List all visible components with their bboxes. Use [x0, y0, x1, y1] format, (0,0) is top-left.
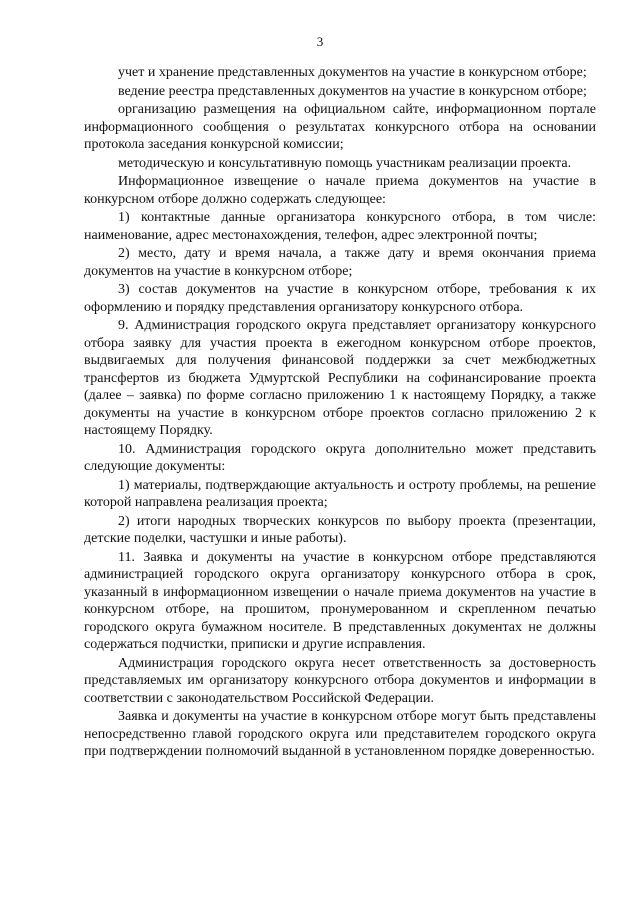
paragraph-4: методическую и консультативную помощь участникам реализации проекта.	[118, 155, 572, 171]
paragraph-15: Заявка и документы на участие в конкурсном отборе могут быть представлены непосредственно главой городского округа или представителем городского округа при подтверждении полномочий выданной в установленном порядке доверенностью.	[84, 709, 596, 759]
paragraph-5: Информационное извещение о начале приема документов на участие в конкурсном отборе должно содержать следующее:	[84, 174, 596, 207]
paragraph-7: 2) место, дату и время начала, а также дату и время окончания приема документов на участие в конкурсном отборе;	[84, 246, 596, 279]
paragraph-14: Администрация городского округа несет ответственность за достоверность представляемых им организатору конкурсного отбора документов и информации в соответствии с законодательством Российской Федерации.	[84, 655, 596, 706]
document-body	[84, 64, 596, 761]
paragraph-10: 10. Администрация городского округа дополнительно может представить следующие документы:	[84, 441, 596, 474]
paragraph-12: 2) итоги народных творческих конкурсов по выбору проекта (презентации, детские поделки, частушки и иные работы).	[84, 513, 596, 546]
paragraph-8: 3) состав документов на участие в конкурсном отборе, требования к их оформлению и порядку представления организатору конкурсного отбора.	[84, 282, 596, 315]
paragraph-13: 11. Заявка и документы на участие в конкурсном отборе представляются администрацией городского округа организатору конкурсного отбора в срок, указанный в информационном извещении о начале приема документов на участие в конкурсном отборе, на прошитом, пронумерованном и скрепленном печатью городского округа бумажном носителе. В представленных документах не должны содержаться подчистки, приписки и другие исправления.	[84, 549, 596, 652]
paragraph-3: организацию размещения на официальном сайте, информационном портале информационного сообщения о результатах конкурсного отбора на основании протокола заседания конкурсной комиссии;	[84, 102, 596, 152]
paragraph-1: учет и хранение представленных документов на участие в конкурсном отборе;	[118, 65, 587, 80]
page-number: 3	[316, 34, 324, 49]
paragraph-2: ведение реестра представленных документов на участие в конкурсном отборе;	[118, 83, 587, 99]
paragraph-11: 1) материалы, подтверждающие актуальность и остроту проблемы, на решение которой направлена реализация проекта;	[84, 477, 596, 510]
paragraph-6: 1) контактные данные организатора конкурсного отбора, в том числе: наименование, адрес местонахождения, телефон, адрес электронной почты;	[84, 210, 596, 243]
paragraph-9: 9. Администрация городского округа представляет организатору конкурсного отбора заявку для участия проекта в ежегодном конкурсном отборе проектов, выдвигаемых для получения финансовой поддержки за счет межбюджетных трансфертов из бюджета Удмуртской Республики на софинансирование проекта (далее – заявка) по форме согласно приложению 1 к настоящему Порядку, а также документы на участие в конкурсном отборе проектов согласно приложению 2 к настоящему Порядку.	[84, 318, 596, 438]
